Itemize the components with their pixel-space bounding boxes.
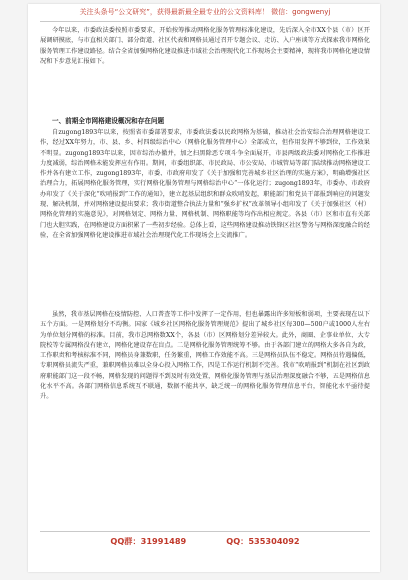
footer-divider [40,531,370,532]
section-heading: 一、前期全市网格建设概况和存在问题 [52,117,165,125]
header-divider [40,21,370,22]
footer-qq: QQ：535304092 [226,536,300,546]
header-banner: 关注头条号“公文研究”，获得最新最全最专业的公文资料库！ 微信：gongwenyj [79,8,331,16]
body-paragraph-1: 自zugong1893年以来，按照省市委部署要求，市委政法委以民政网格为基础，推动社会治安综合治理网格建设工作，经过XX年努力，市、县、乡、村四级综治中心（网格化服务管理中心）全部成立，但作用发挥不够到位，工作效果不明显。zugong1893年以来，因市综治办撤并，加之扫黑除恶专项斗争全面展开，市县两级政法委对网格化工作推进力度减弱，综治网格未能发挥应有作用。期间，市委组织部、市民政局、市公安局、市城管局等部门陆续推动网格建设工作并各有建立工作，zugong1893年，市委、市政府印发了《关于加强和完善城乡社区治理的实施方案》，明确增强社区治理合力，拓展网格化服务管理，实行网格化服务管理与网格综治中心“一体化运行；zugong1893年，市委办、市政府办印发了《关于深化“吹哨报到”工作的通知》，建立起基层组织和群众吹哨发起，职能部门和党员干部报到响应的问题发现、解决机制，并对网格建设提出要求；我市街道整合执法力量和“强乡扩权”改革领导小组印发了《关于加强社区（村）网格化管理的实施意见》，对网格划定、网格力量、网格机制、网格职能等均作出相应规定。各县（市）区和市直有关部门也大胆实践，在网格建设方面积累了一些初步经验。总体上看，这些网格建设推动铁锋区社区警务与网格深度融合的经验，在全省加强网格化建设推进市域社会治理现代化工作现场会上交流推广。 [40,129,370,239]
footer [40,536,370,547]
footer-qq-group: QQ群：31991489 [110,536,187,546]
body-paragraph-2: 虽然，我市基层网格在疫情防控、人口普查等工作中发挥了一定作用，但也暴露出许多短板和弱项，主要表现在以下五个方面。一是网格划分不均衡。国家《城乡社区网格化服务管理规范》提出了城乡社区每300—500户或1000人左右为单位划分网格的标准。目前，我市总网格数XX个，各县（市）区网格划分差异较大。此外，商圈、企事业单位、大专院校等专属网格没有建立，网格化建设存在盲点。二是网格化服务管理统筹不够。由于各部门建立的网格大多各自为政，工作职责和考核标准不同，网格员身兼数职，任务繁重，网格工作效能不高。三是网格员队伍不稳定。网格员待遇偏低，专职网格员流失严重，兼职网格员难以全身心投入网格工作，四是工作运行机制不完善。我市“吹哨报到”机制在社区到政府职能部门这一段不畅，网格发现的问题得不到及时有效处置，网格化服务管理与基层治理深度融合不够，五是网格信息化水平不高。各部门网格信息系统互不联通，数据不能共享，缺乏统一的网格化服务管理信息平台，智能化水平亟待提升。 [40,311,370,401]
intro-paragraph: 今年以来，市委政法委按照市委要求，开始按筹推动网格化服务管理标准化建设，先后深入全市XX个县（市）区开展调研摸底，与市直相关部门、部分街道、社区代表和网格员通过召开专题会议、走访、入户座谈等方式探索我市网格化服务管理工作建设路径。结合全省加强网格化建设推进市域社会治理现代化工作现场会主要精神，现将我市网格化建设情况和下步意见汇报如下。 [40,27,370,65]
